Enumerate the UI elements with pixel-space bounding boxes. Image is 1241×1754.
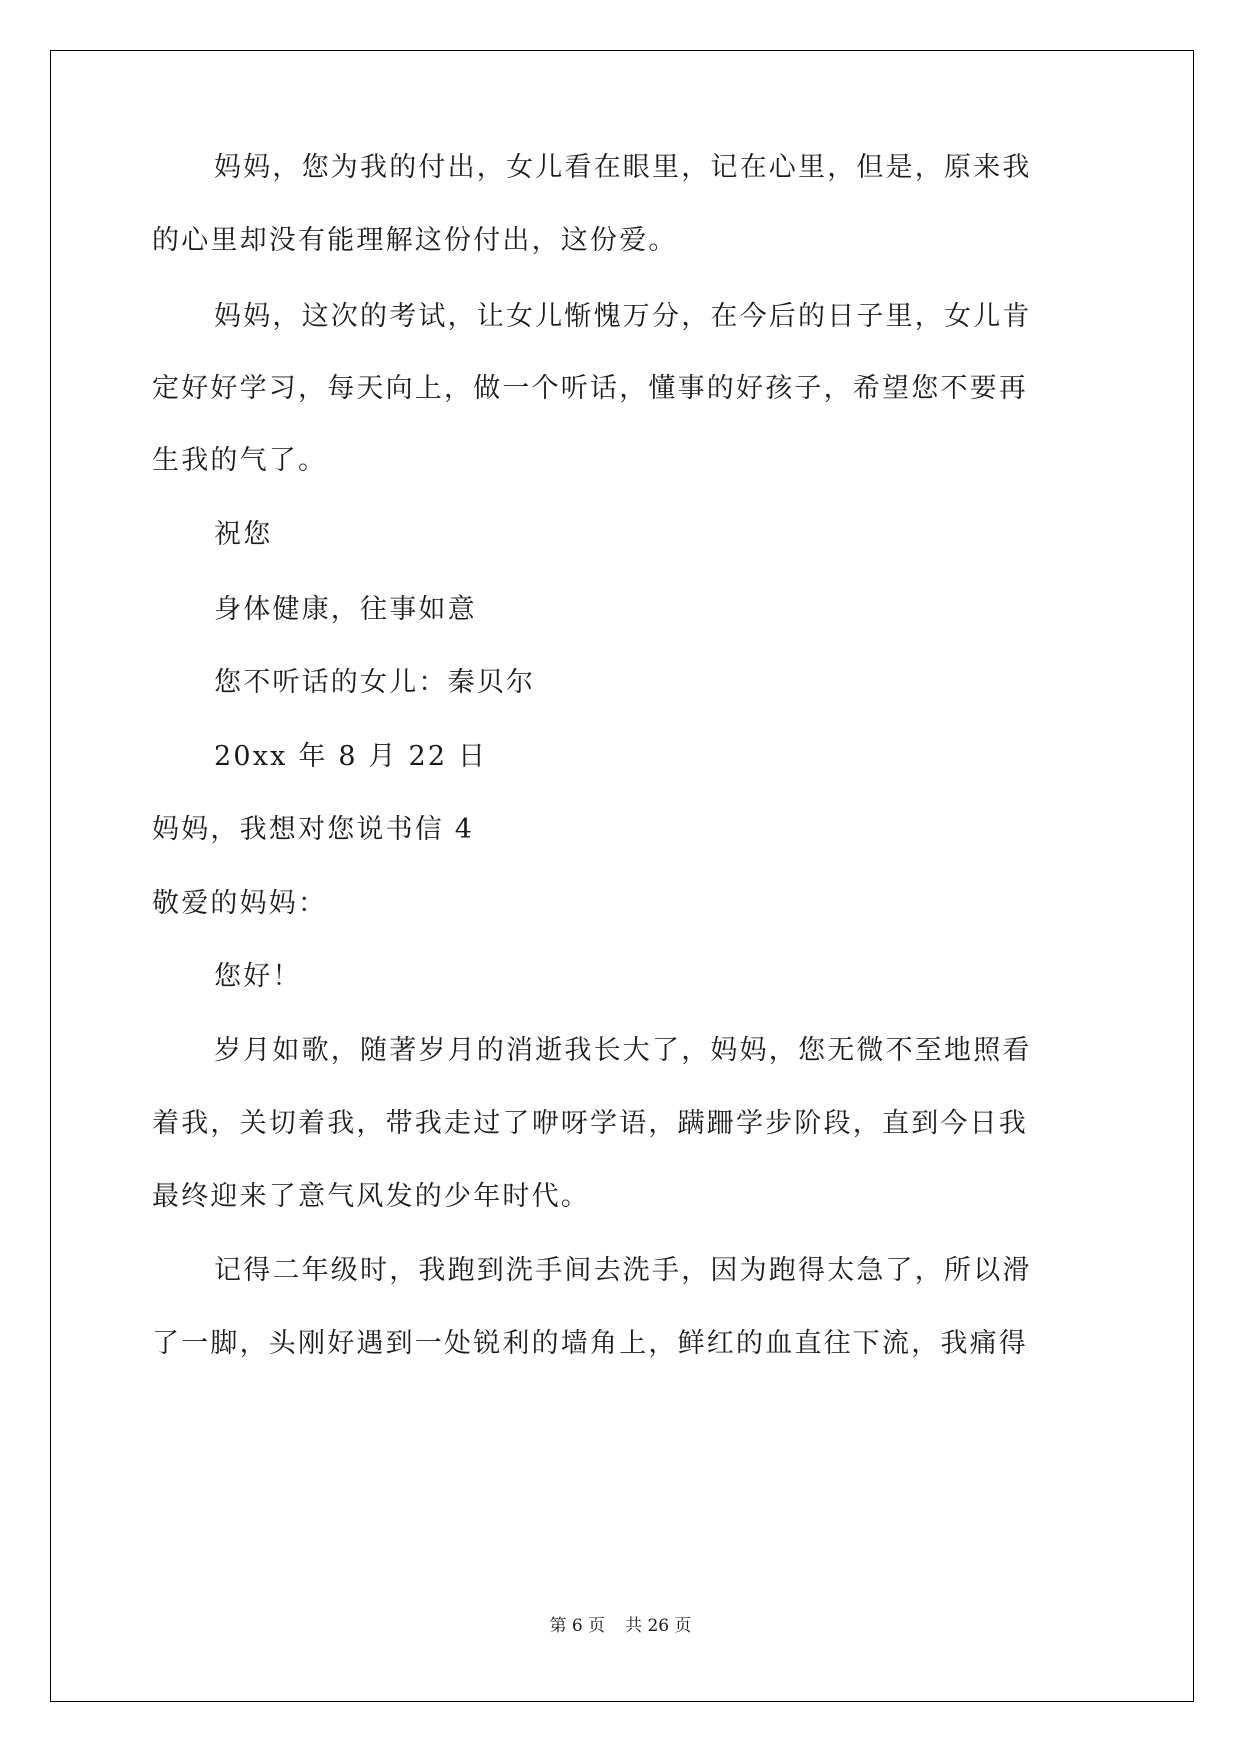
section-heading: 妈妈，我想对您说书信 4 — [152, 814, 475, 845]
page-number: 第 6 页 — [549, 1616, 606, 1636]
text-line: 着我，关切着我，带我走过了咿呀学语，蹒跚学步阶段，直到今日我 — [152, 1108, 1028, 1139]
text-line: 身体健康，往事如意 — [214, 594, 477, 625]
text-line: 定好好学习，每天向上，做一个听话，懂事的好孩子，希望您不要再 — [152, 373, 1028, 404]
greeting: 您好！ — [214, 961, 302, 992]
text-line: 您不听话的女儿：秦贝尔 — [214, 667, 536, 698]
text-line: 了一脚，头刚好遇到一处锐利的墙角上，鲜红的血直往下流，我痛得 — [152, 1328, 1028, 1359]
text-line: 的心里却没有能理解这份付出，这份爱。 — [152, 225, 678, 256]
text-line: 记得二年级时，我跑到洗手间去洗手，因为跑得太急了，所以滑 — [214, 1255, 1032, 1286]
text-line: 妈妈，这次的考试，让女儿惭愧万分，在今后的日子里，女儿肯 — [214, 301, 1032, 332]
text-line: 生我的气了。 — [152, 445, 328, 476]
page-footer — [0, 1616, 1241, 1636]
page-total: 共 26 页 — [625, 1616, 692, 1636]
text-line: 最终迎来了意气风发的少年时代。 — [152, 1181, 590, 1212]
text-line: 妈妈，您为我的付出，女儿看在眼里，记在心里，但是，原来我 — [214, 152, 1032, 183]
text-line: 祝您 — [214, 519, 273, 550]
text-line: 岁月如歌，随著岁月的消逝我长大了，妈妈，您无微不至地照看 — [214, 1035, 1032, 1066]
text-line: 20xx 年 8 月 22 日 — [214, 741, 488, 772]
salutation: 敬爱的妈妈： — [152, 888, 328, 919]
